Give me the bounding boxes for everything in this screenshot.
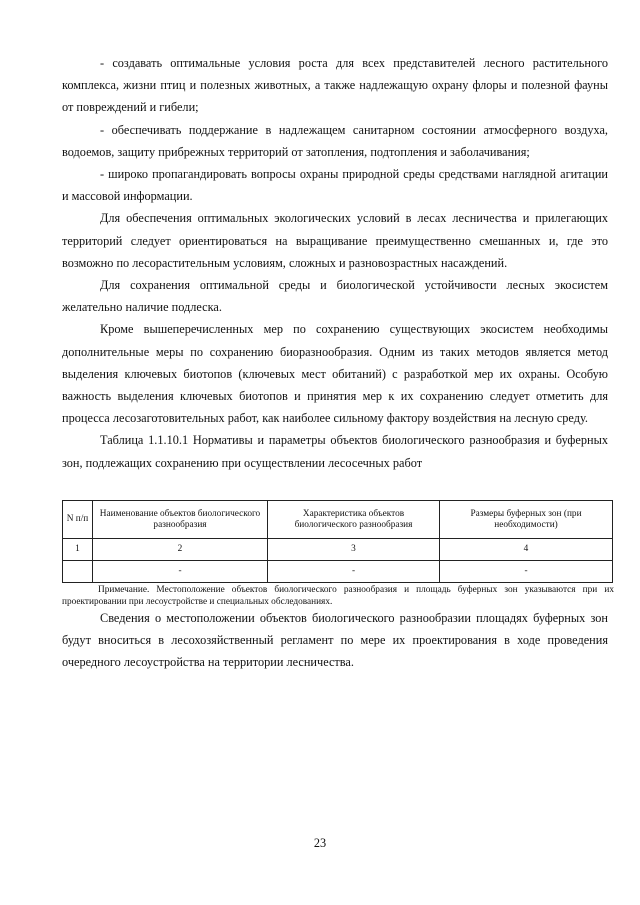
table-cell: 2 bbox=[93, 539, 268, 561]
body-text-bottom bbox=[62, 607, 608, 674]
table-note bbox=[62, 584, 614, 608]
header-number: N п/п bbox=[63, 501, 93, 539]
table-cell: 3 bbox=[268, 539, 440, 561]
table-row bbox=[63, 539, 613, 561]
paragraph-undergrowth: Для сохранения оптимальной среды и биологической устойчивости лесных экосистем желательно наличие подлеска. bbox=[62, 278, 608, 315]
table-cell: 1 bbox=[63, 539, 93, 561]
paragraph-mixed-stands: Для обеспечения оптимальных экологических условий в лесах лесничества и прилегающих территорий следует ориентироваться на выращивание преимущественно смешанных и, где это возможно по лесорастительным условиям, сложных и разновозрастных насаждений. bbox=[62, 211, 608, 270]
table-header-row bbox=[63, 501, 613, 539]
paragraph-buffer-zones: Сведения о местоположении объектов биологического разнообразии площадях буферных зон будут вноситься в лесохозяйственный регламент по мере их проектирования в ходе проведения очередного лесоустройства на территории лесничества. bbox=[62, 611, 608, 670]
biodiversity-table bbox=[62, 500, 613, 583]
paragraph-bullet-flora: - создавать оптимальные условия роста для всех представителей лесного растительного комплекса, жизни птиц и полезных животных, а также надлежащую охрану флоры и полезной фауны от повреждений и гибели; bbox=[62, 56, 608, 115]
table-cell bbox=[63, 561, 93, 583]
page-number: 23 bbox=[313, 836, 327, 850]
paragraph-biotopes: Кроме вышеперечисленных мер по сохранению существующих экосистем необходимы дополнительные меры по сохранению биоразнообразия. Одним из таких методов является метод выделения ключевых биотопов (ключевых мест обитаний) с разработкой мер их охраны. Особую важность выделения ключевых биотопов и принятия мер к их сохранению следует отметить для процесса лесозаготовительных работ, как наиболее сильному фактору воздействия на лесную среду. bbox=[62, 322, 608, 426]
header-object-characteristics: Характеристика объектов биологического разнообразия bbox=[268, 501, 440, 539]
body-text-top bbox=[62, 52, 608, 474]
table-cell: 4 bbox=[440, 539, 613, 561]
header-object-name: Наименование объектов биологического разнообразия bbox=[93, 501, 268, 539]
paragraph-bullet-air: - обеспечивать поддержание в надлежащем санитарном состоянии атмосферного воздуха, водоемов, защиту прибрежных территорий от затопления, подтопления и заболачивания; bbox=[62, 122, 608, 159]
paragraph-bullet-propaganda: - широко пропагандировать вопросы охраны природной среды средствами наглядной агитации и массовой информации. bbox=[62, 167, 608, 204]
table-cell: - bbox=[440, 561, 613, 583]
table-caption: Таблица 1.1.10.1 Нормативы и параметры объектов биологического разнообразия и буферных зон, подлежащих сохранению при осуществлении лесосечных работ bbox=[62, 433, 608, 470]
table-row bbox=[63, 561, 613, 583]
table-cell: - bbox=[268, 561, 440, 583]
header-buffer-zone-size: Размеры буферных зон (при необходимости) bbox=[440, 501, 613, 539]
table-note-text: Примечание. Местоположение объектов биологического разнообразия и площадь буферных зон указываются при их проектировании при лесоустройстве и специальных обследованиях. bbox=[62, 585, 614, 607]
table-cell: - bbox=[93, 561, 268, 583]
